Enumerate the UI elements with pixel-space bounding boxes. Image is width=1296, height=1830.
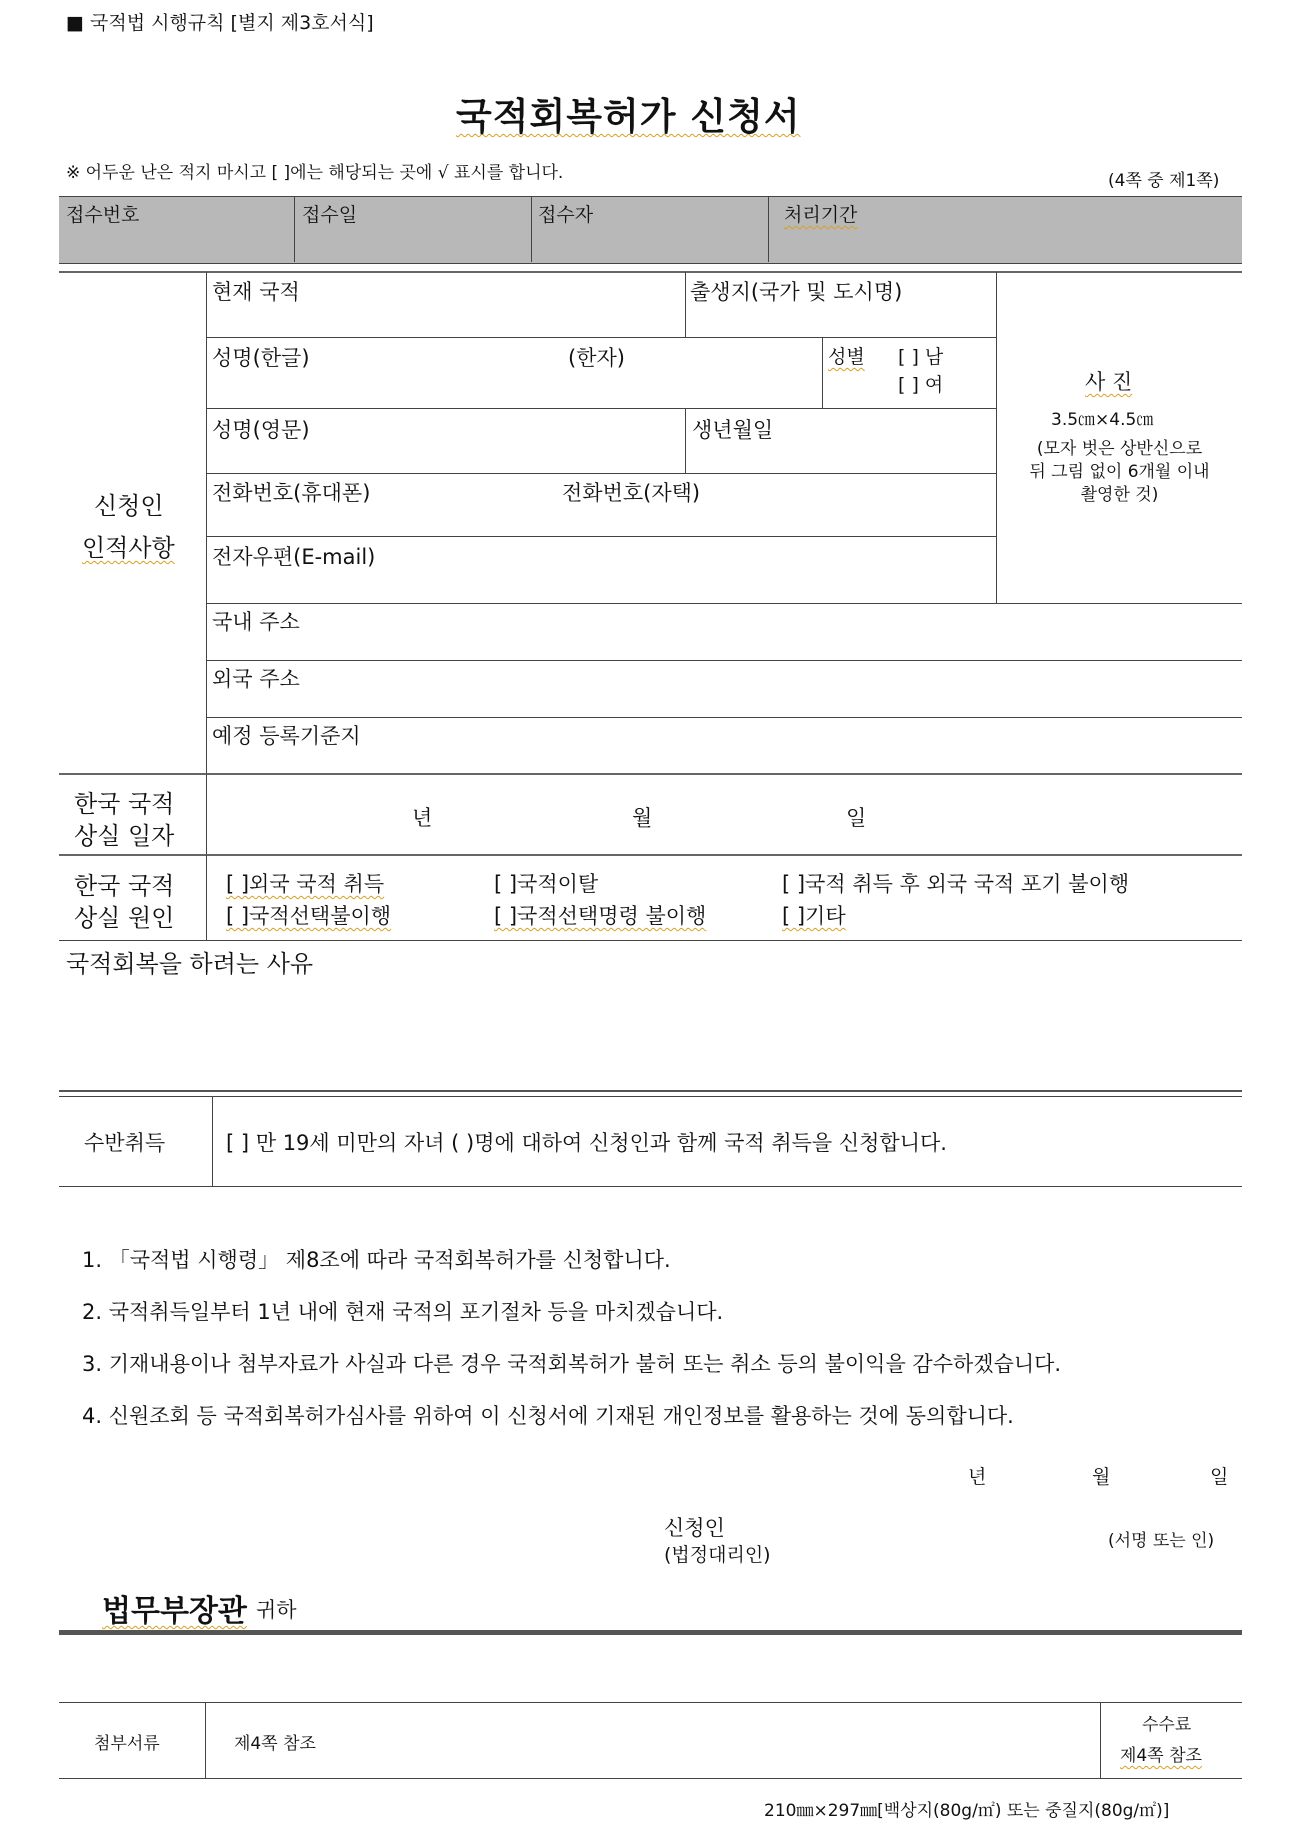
- reason-label: 국적회복을 하려는 사유: [66, 950, 314, 978]
- declaration-item: 4. 신원조회 등 국적회복허가심사를 위하여 이 신청서에 기재된 개인정보를 활용하는 것에 동의합니다.: [82, 1404, 1014, 1428]
- domestic-address-field[interactable]: 국내 주소: [212, 610, 300, 634]
- name-korean-field[interactable]: 성명(한글): [212, 346, 310, 370]
- declaration-item: 1. 「국적법 시행령」 제8조에 따라 국적회복허가를 신청합니다.: [82, 1248, 671, 1272]
- name-hanja-field[interactable]: (한자): [568, 346, 625, 370]
- loss-cause-option[interactable]: [ ]국적선택불이행: [226, 904, 392, 928]
- receipt-date-label: 접수일: [302, 204, 358, 226]
- recipient-name: 법무부장관: [102, 1594, 247, 1629]
- loss-cause-option[interactable]: [ ]국적이탈: [494, 872, 599, 896]
- accompanying-label: 수반취득: [84, 1131, 166, 1155]
- photo-note-line: 촬영한 것): [1080, 485, 1159, 505]
- instruction-note: ※ 어두운 난은 적지 마시고 [ ]에는 해당되는 곳에 √ 표시를 합니다.: [66, 163, 564, 183]
- loss-cause-option[interactable]: [ ]국적 취득 후 외국 국적 포기 불이행: [782, 872, 1130, 896]
- signature-day[interactable]: 일: [1210, 1466, 1229, 1488]
- email-field[interactable]: 전자우편(E-mail): [212, 545, 376, 569]
- paper-spec: 210㎜×297㎜[백상지(80g/㎡) 또는 중질지(80g/㎡)]: [764, 1801, 1170, 1821]
- applicant-signature-label: 신청인: [664, 1516, 725, 1540]
- birth-date-field[interactable]: 생년월일: [692, 418, 774, 442]
- applicant-section-sublabel: 인적사항: [82, 534, 175, 562]
- office-use-band: [59, 196, 1242, 264]
- photo-label: 사 진: [1085, 370, 1133, 394]
- signature-month[interactable]: 월: [1092, 1466, 1111, 1488]
- birthplace-field[interactable]: 출생지(국가 및 도시명): [690, 280, 903, 304]
- photo-box[interactable]: [997, 272, 1242, 602]
- receipt-number-label: 접수번호: [66, 204, 140, 226]
- representative-label: (법정대리인): [664, 1544, 771, 1566]
- recipient-suffix: 귀하: [256, 1598, 297, 1622]
- photo-instructions: [997, 438, 1242, 507]
- sign-or-seal[interactable]: (서명 또는 인): [1108, 1531, 1215, 1551]
- signature-year[interactable]: 년: [968, 1466, 987, 1488]
- loss-date-month[interactable]: 월: [632, 806, 653, 830]
- receiver-label: 접수자: [538, 204, 594, 226]
- declaration-item: 2. 국적취득일부터 1년 내에 현재 국적의 포기절차 등을 마치겠습니다.: [82, 1300, 724, 1324]
- accompanying-checkbox-text[interactable]: [ ] 만 19세 미만의 자녀 ( )명에 대하여 신청인과 함께 국적 취득을 신청합니다.: [226, 1131, 947, 1155]
- declarations-list: [82, 1234, 1061, 1442]
- photo-note-line: (모자 벗은 상반신으로: [1036, 439, 1203, 459]
- current-nationality-field[interactable]: 현재 국적: [212, 280, 300, 304]
- loss-cause-sublabel: 상실 원인: [74, 904, 175, 932]
- mobile-phone-field[interactable]: 전화번호(휴대폰): [212, 481, 371, 505]
- attachments-label: 첨부서류: [94, 1734, 160, 1754]
- loss-date-year[interactable]: 년: [412, 806, 433, 830]
- processing-period-label: 처리기간: [784, 204, 858, 226]
- form-reference: ■ 국적법 시행규칙 [별지 제3호서식]: [66, 12, 374, 34]
- fee-value: 제4쪽 참조: [1120, 1746, 1202, 1766]
- loss-date-sublabel: 상실 일자: [74, 822, 175, 850]
- gender-male-checkbox[interactable]: [ ] 남: [898, 346, 944, 368]
- applicant-section-label: 신청인: [94, 492, 164, 520]
- form-title: 국적회복허가 신청서: [456, 95, 801, 138]
- attachments-value: 제4쪽 참조: [234, 1734, 316, 1754]
- gender-female-checkbox[interactable]: [ ] 여: [898, 374, 944, 396]
- loss-date-day[interactable]: 일: [846, 806, 867, 830]
- loss-date-label: 한국 국적: [74, 790, 175, 818]
- foreign-address-field[interactable]: 외국 주소: [212, 667, 300, 691]
- loss-cause-label: 한국 국적: [74, 872, 175, 900]
- photo-size: 3.5㎝×4.5㎝: [1051, 410, 1154, 430]
- declaration-item: 3. 기재내용이나 첨부자료가 사실과 다른 경우 국적회복허가 불허 또는 취소 등의 불이익을 감수하겠습니다.: [82, 1352, 1062, 1376]
- loss-cause-option[interactable]: [ ]기타: [782, 904, 846, 928]
- fee-label: 수수료: [1142, 1715, 1192, 1735]
- reason-field[interactable]: [59, 980, 1242, 1090]
- name-english-field[interactable]: 성명(영문): [212, 418, 310, 442]
- page-info: (4쪽 중 제1쪽): [1108, 171, 1220, 191]
- home-phone-field[interactable]: 전화번호(자택): [562, 481, 701, 505]
- gender-label: 성별: [828, 346, 865, 368]
- planned-registry-field[interactable]: 예정 등록기준지: [212, 724, 361, 748]
- photo-note-line: 뒤 그림 없이 6개월 이내: [1029, 462, 1210, 482]
- loss-cause-option[interactable]: [ ]외국 국적 취득: [226, 872, 385, 896]
- loss-cause-option[interactable]: [ ]국적선택명령 불이행: [494, 904, 707, 928]
